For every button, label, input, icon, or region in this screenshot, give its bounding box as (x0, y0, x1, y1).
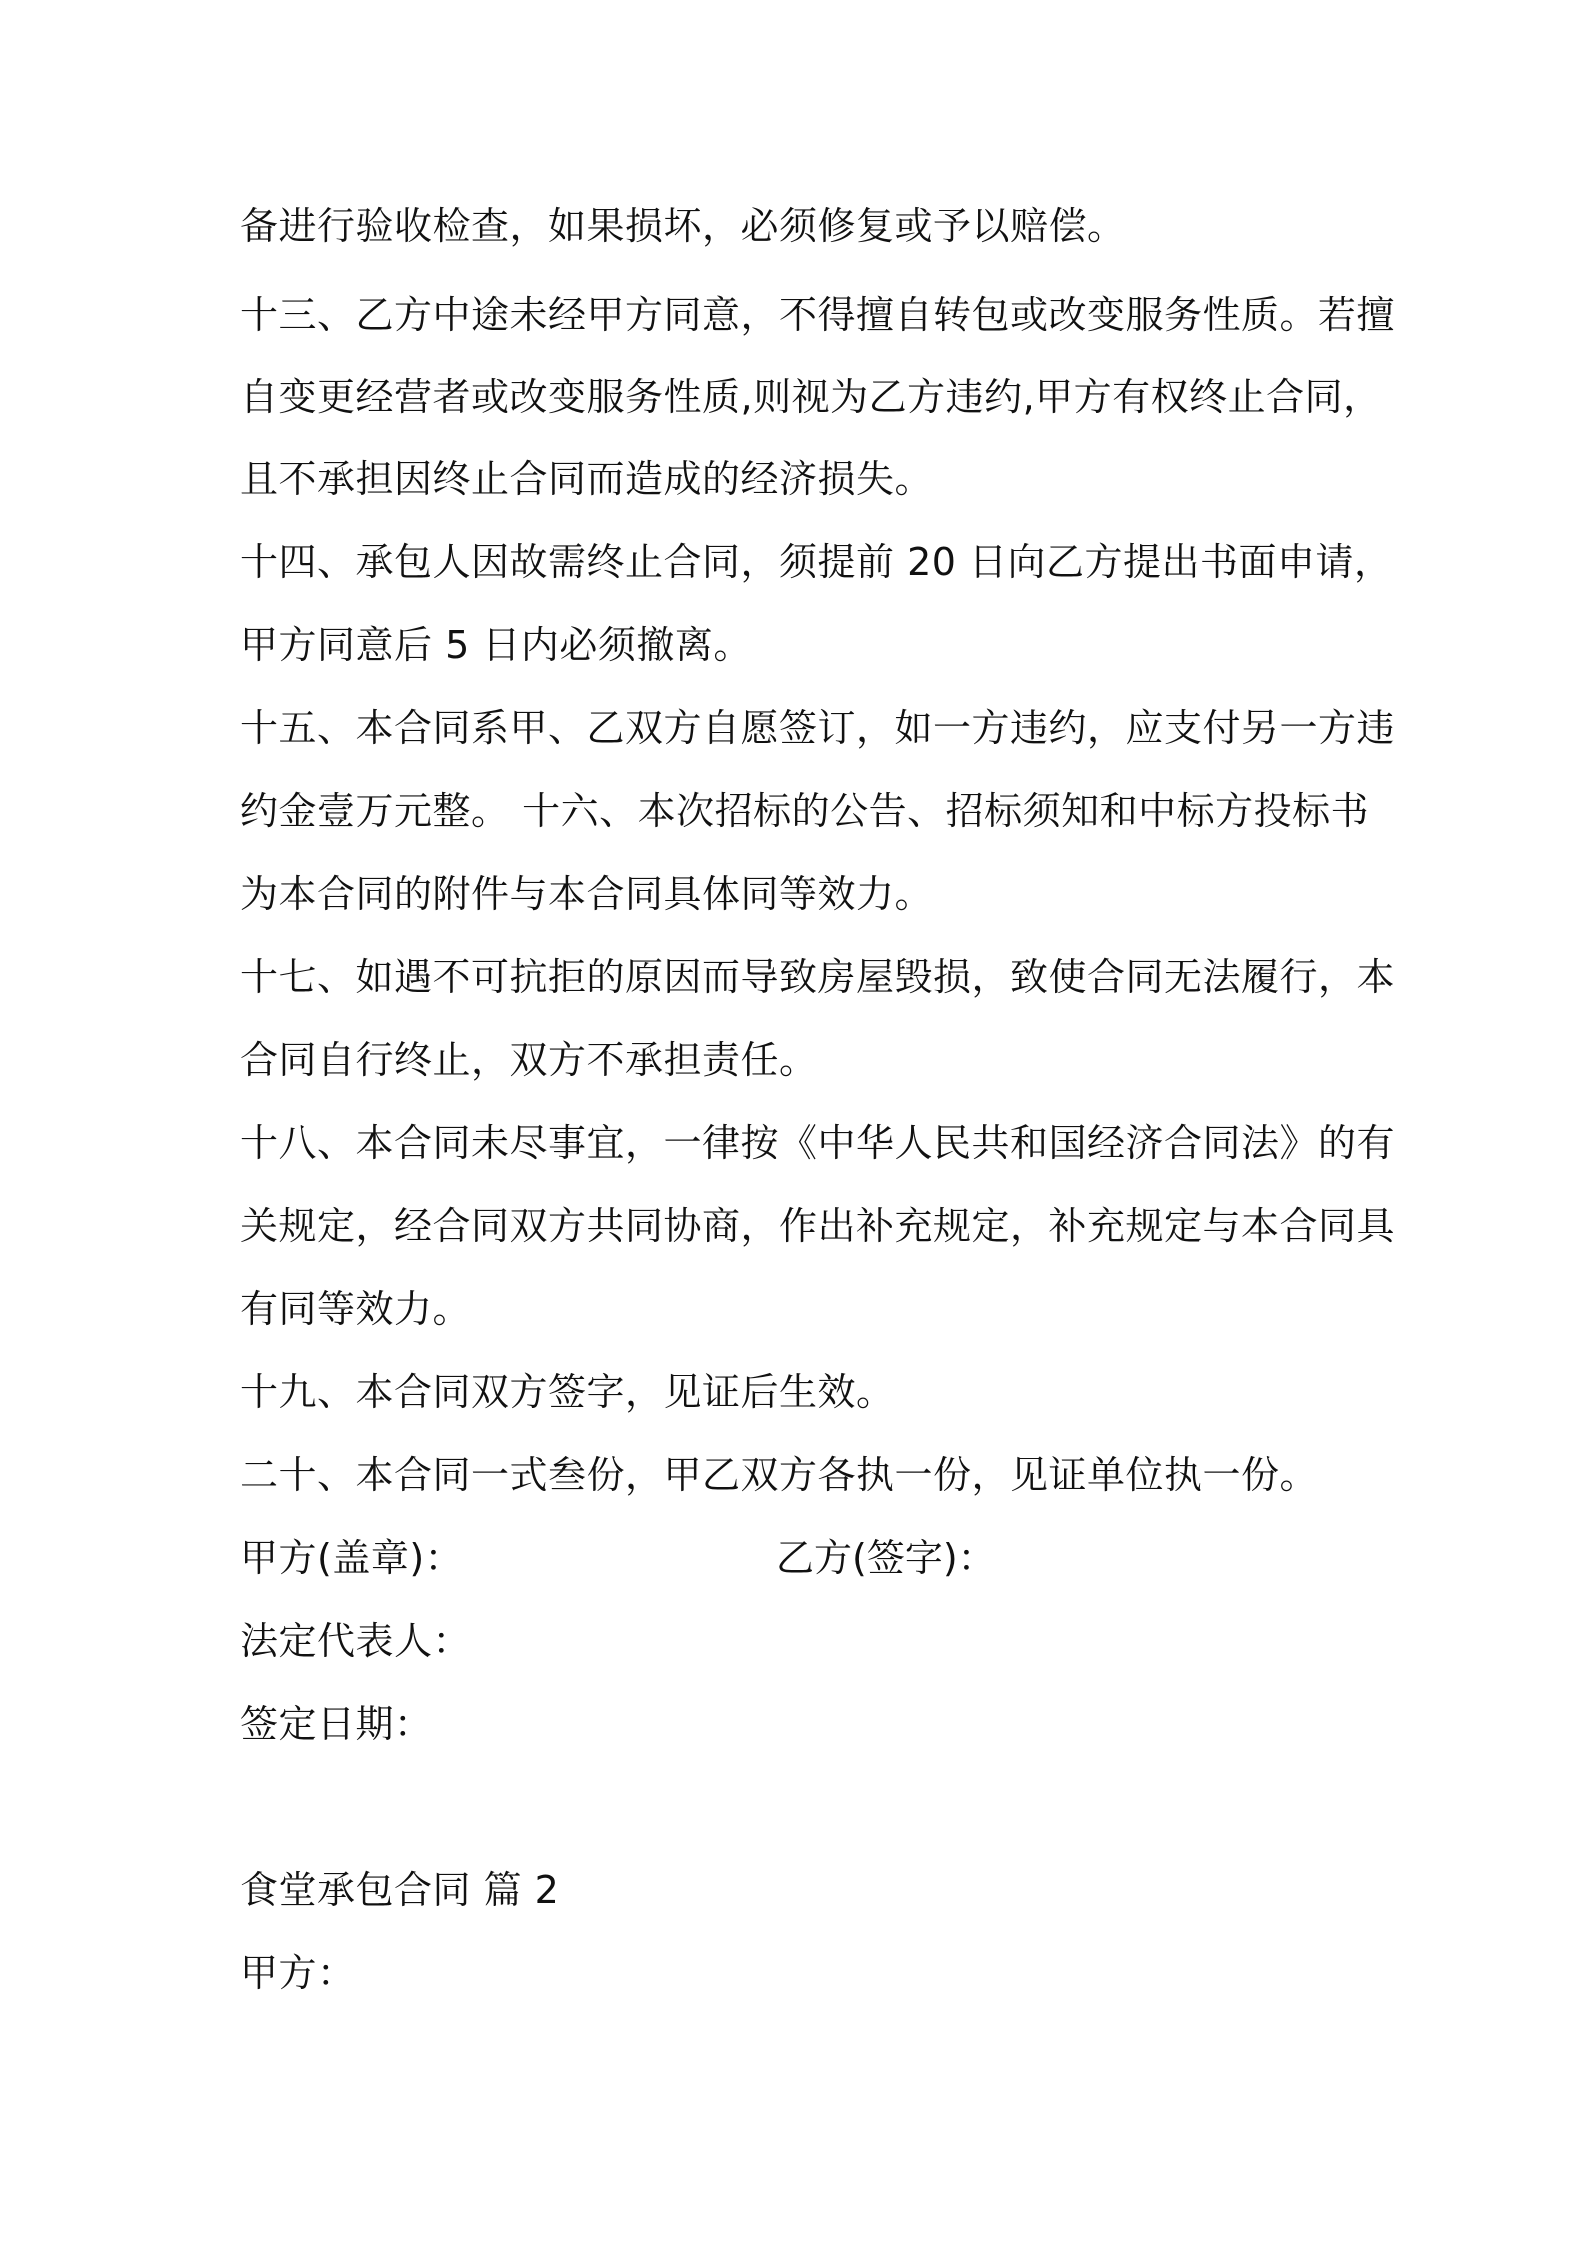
clause-18-line-2: 关规定，经合同双方共同协商，作出补充规定，补充规定与本合同具 (240, 1204, 1396, 1248)
clause-15-16-line: 约金壹万元整。 十六、本次招标的公告、招标须知和中标方投标书 (240, 789, 1370, 833)
clause-16-line-2: 为本合同的附件与本合同具体同等效力。 (240, 872, 934, 916)
clause-20-line: 二十、本合同一式叁份，甲乙双方各执一份，见证单位执一份。 (240, 1453, 1319, 1497)
clause-15-line-1: 十五、本合同系甲、乙双方自愿签订，如一方违约，应支付另一方违 (240, 706, 1396, 750)
clause-13-line-2: 自变更经营者或改变服务性质,则视为乙方违约,甲方有权终止合同， (240, 375, 1382, 419)
clause-14-line-1: 十四、承包人因故需终止合同，须提前 20 日向乙方提出书面申请， (240, 540, 1393, 584)
party-a-seal-label: 甲方(盖章)： (240, 1536, 464, 1580)
party-b-sign-label: 乙方(签字)： (776, 1536, 996, 1580)
party-a-label: 甲方： (240, 1951, 356, 1995)
sign-date-label: 签定日期： (240, 1702, 433, 1746)
clause-13-line-3: 且不承担因终止合同而造成的经济损失。 (240, 457, 934, 501)
section-title: 食堂承包合同 篇 2 (240, 1868, 560, 1912)
clause-18-line-3: 有同等效力。 (240, 1287, 472, 1331)
text-line: 备进行验收检查，如果损坏，必须修复或予以赔偿。 (240, 204, 1126, 248)
clause-18-line-1: 十八、本合同未尽事宜，一律按《中华人民共和国经济合同法》的有 (240, 1121, 1396, 1165)
clause-19-line: 十九、本合同双方签字，见证后生效。 (240, 1370, 895, 1414)
clause-17-line-1: 十七、如遇不可抗拒的原因而导致房屋毁损，致使合同无法履行，本 (240, 955, 1396, 999)
clause-14-line-2: 甲方同意后 5 日内必须撤离。 (240, 623, 752, 667)
clause-13-line-1: 十三、乙方中途未经甲方同意，不得擅自转包或改变服务性质。若擅 (240, 293, 1396, 337)
legal-representative-label: 法定代表人： (240, 1619, 472, 1663)
clause-17-line-2: 合同自行终止，双方不承担责任。 (240, 1038, 818, 1082)
